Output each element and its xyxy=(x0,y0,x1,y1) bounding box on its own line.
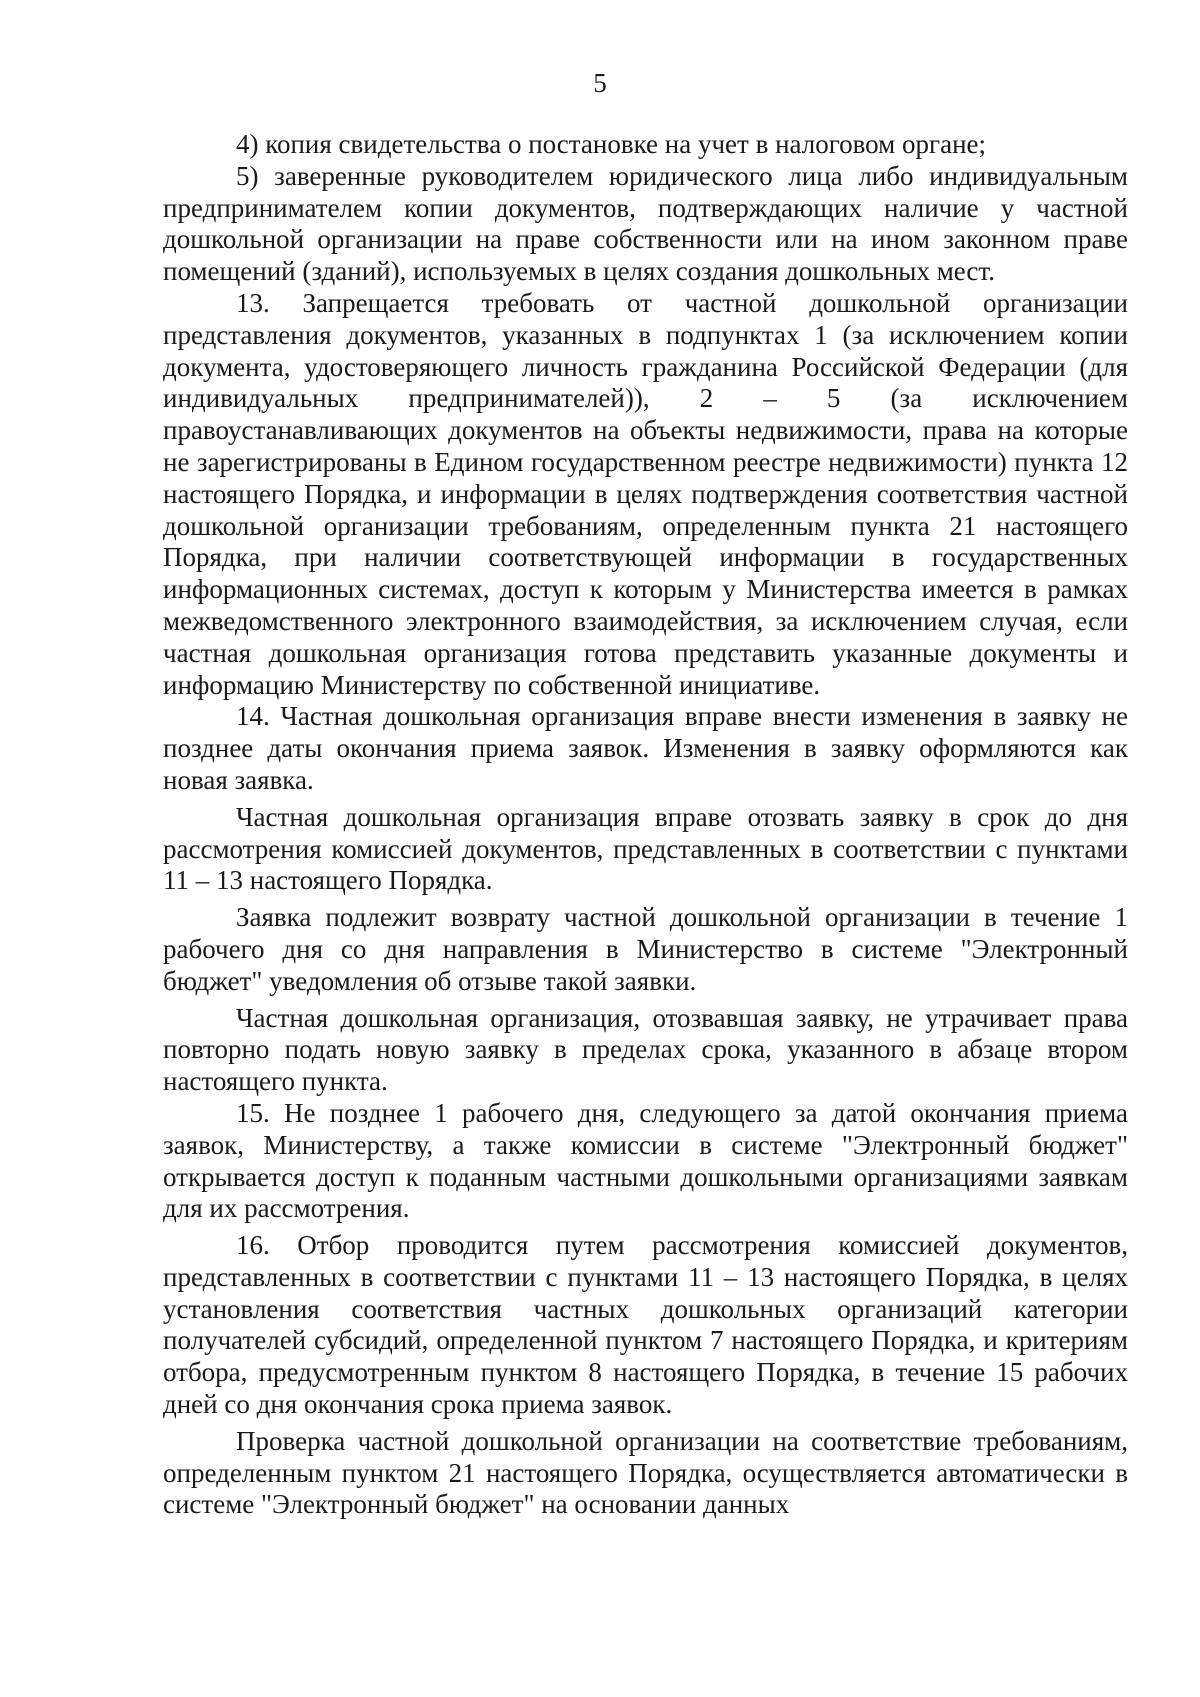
paragraph-clause-15: 15. Не позднее 1 рабочего дня, следующего за датой окончания приема заявок, Министерству, а также комиссии в системе "Электронный бюджет" открывается доступ к поданным частными дошкольными организациями заявкам для их рассмотрения. xyxy=(163,1097,1128,1224)
paragraph-clause-14: 14. Частная дошкольная организация вправе внести изменения в заявку не позднее даты окончания приема заявок. Изменения в заявку оформляются как новая заявка. xyxy=(163,701,1128,795)
paragraph-clause-13: 13. Запрещается требовать от частной дошкольной организации представления документов, указанных в подпунктах 1 (за исключением копии документа, удостоверяющего личность гражданина Российской Федерации (для индивидуальных предпринимателей)), 2 – 5 (за исключением правоустанавливающих документов на объекты недвижимости, права на которые не зарегистрированы в Едином государственном реестре недвижимости) пункта 12 настоящего Порядка, и информации в целях подтверждения соответствия частной дошкольной организации требованиям, определенным пункта 21 настоящего Порядка, при наличии соответствующей информации в государственных информационных системах, доступ к которым у Министерства имеется в рамках межведомственного электронного взаимодействия, за исключением случая, если частная дошкольная организация готова представить указанные документы и информацию Министерству по собственной инициативе. xyxy=(163,287,1128,700)
document-body xyxy=(163,129,1128,1521)
paragraph-clause-14-withdraw: Частная дошкольная организация вправе отозвать заявку в срок до дня рассмотрения комиссией документов, представленных в соответствии с пунктами 11 – 13 настоящего Порядка. xyxy=(163,801,1128,896)
paragraph-clause-16: 16. Отбор проводится путем рассмотрения комиссией документов, представленных в соответствии с пунктами 11 – 13 настоящего Порядка, в целях установления соответствия частных дошкольных организаций категории получателей субсидий, определенной пунктом 7 настоящего Порядка, и критериям отбора, предусмотренным пунктом 8 настоящего Порядка, в течение 15 рабочих дней со дня окончания срока приема заявок. xyxy=(163,1230,1128,1420)
page-number: 5 xyxy=(593,68,607,98)
paragraph-clause-16-check: Проверка частной дошкольной организации на соответствие требованиям, определенным пунктом 21 настоящего Порядка, осуществляется автоматически в системе "Электронный бюджет" на основании данных xyxy=(163,1425,1128,1520)
paragraph-clause-14-return: Заявка подлежит возврату частной дошкольной организации в течение 1 рабочего дня со дня направления в Министерство в системе "Электронный бюджет" уведомления об отзыве такой заявки. xyxy=(163,902,1128,996)
paragraph-clause-14-resubmit: Частная дошкольная организация, отозвавшая заявку, не утрачивает права повторно подать новую заявку в пределах срока, указанного в абзаце втором настоящего пункта. xyxy=(163,1002,1128,1097)
paragraph-item-4: 4) копия свидетельства о постановке на учет в налоговом органе; xyxy=(236,129,987,159)
paragraph-item-5: 5) заверенные руководителем юридического лица либо индивидуальным предпринимателем копии документов, подтверждающих наличие у частной дошкольной организации на праве собственности или на ином законном праве помещений (зданий), используемых в целях создания дошкольных мест. xyxy=(163,160,1128,287)
